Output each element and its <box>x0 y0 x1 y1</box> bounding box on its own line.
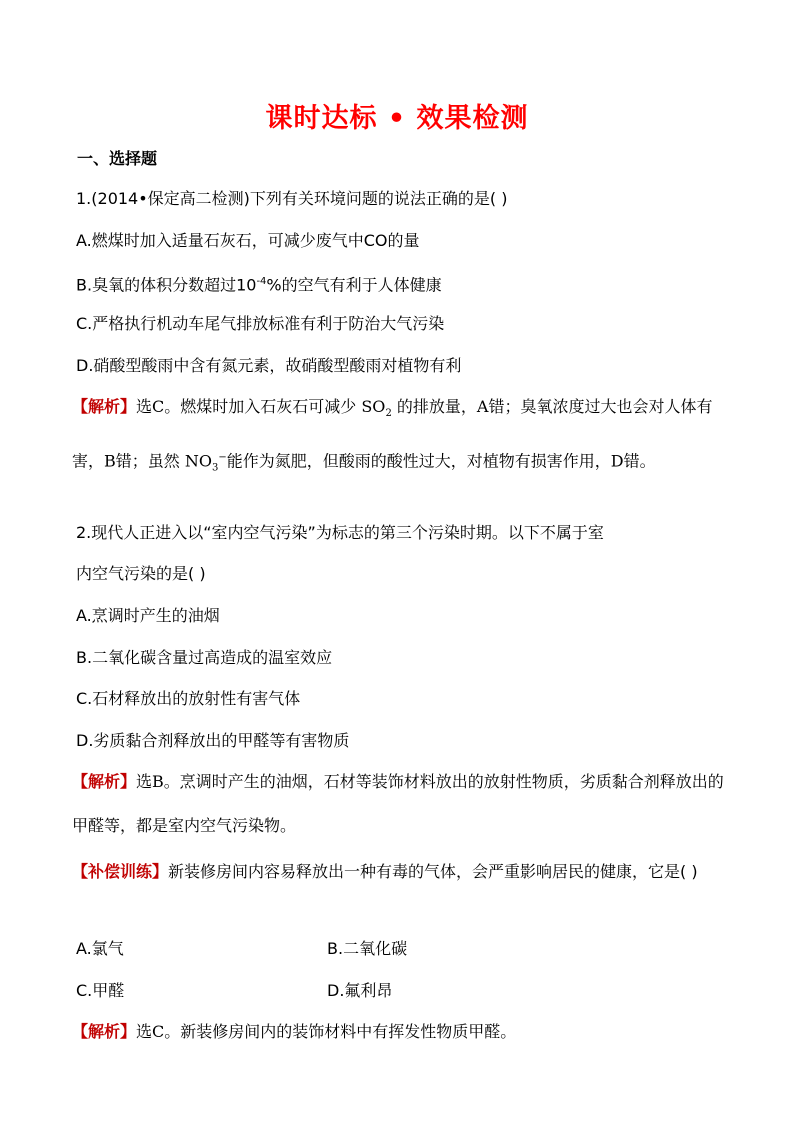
analysis-text-2: 的排放量，A错；臭氧浓度过大也会对人体有害，B错；虽然 NO <box>72 397 713 471</box>
supplement-analysis <box>72 1010 732 1054</box>
question-1-option-b <box>76 271 442 296</box>
page-title: 课时达标 • 效果检测 <box>265 103 529 134</box>
superscript: − <box>218 452 227 464</box>
analysis-tag: 【解析】 <box>72 772 137 791</box>
subscript: 2 <box>385 408 392 420</box>
analysis-text-3: 能作为氮肥，但酸雨的酸性过大，对植物有损害作用，D错。 <box>226 451 656 471</box>
question-2-option-a: A.烹调时产生的油烟 <box>76 606 220 625</box>
analysis-tag: 【解析】 <box>72 397 137 416</box>
supplement-stem: 新装修房间内容易释放出一种有毒的气体，会严重影响居民的健康，它是( ) <box>168 862 698 881</box>
supplement-option-a: A.氯气 <box>76 939 124 958</box>
subscript: 3 <box>211 462 219 474</box>
supplement-question <box>72 850 732 894</box>
question-2-analysis <box>72 760 732 848</box>
supplement-options-row-2 <box>76 980 578 1002</box>
option-b-text-post: %的空气有利于人体健康 <box>266 275 442 295</box>
question-2-option-c: C.石材释放出的放射性有害气体 <box>76 689 301 708</box>
question-1-option-c: C.严格执行机动车尾气排放标准有利于防治大气污染 <box>76 314 445 333</box>
supplement-options-row-1 <box>76 938 578 960</box>
analysis-text: 选C。新装修房间内的装饰材料中有挥发性物质甲醛。 <box>136 1022 517 1041</box>
supplement-option-c: C.甲醛 <box>76 981 125 1000</box>
question-2-option-d: D.劣质黏合剂释放出的甲醛等有害物质 <box>76 731 350 750</box>
exponent: -4 <box>256 276 267 287</box>
supplement-option-d: D.氟利昂 <box>327 981 393 1000</box>
analysis-tag: 【解析】 <box>72 1022 137 1041</box>
supplement-tag: 【补偿训练】 <box>72 862 169 881</box>
question-2-option-b: B.二氧化碳含量过高造成的温室效应 <box>76 648 333 667</box>
section-heading: 一、选择题 <box>77 149 158 168</box>
question-1-option-d: D.硝酸型酸雨中含有氮元素，故硝酸型酸雨对植物有利 <box>76 356 462 375</box>
question-2-stem-line-2: 内空气污染的是( ) <box>76 564 206 583</box>
question-2-stem-line-1: 2.现代人正进入以“室内空气污染”为标志的第三个污染时期。以下不属于室 <box>76 523 604 542</box>
question-1-stem: 1.(2014•保定高二检测)下列有关环境问题的说法正确的是( ) <box>76 189 508 208</box>
question-1-option-a: A.燃煤时加入适量石灰石，可减少废气中CO的量 <box>76 231 420 250</box>
analysis-text-1: 选C。燃煤时加入石灰石可减少 SO <box>136 397 386 416</box>
question-1-analysis <box>72 385 732 491</box>
analysis-text: 选B。烹调时产生的油烟，石材等装饰材料放出的放射性物质，劣质黏合剂释放出的甲醛等，都是室内空气污染物。 <box>72 772 724 835</box>
supplement-option-b: B.二氧化碳 <box>327 939 408 958</box>
option-b-text-pre: B.臭氧的体积分数超过10 <box>76 275 257 295</box>
